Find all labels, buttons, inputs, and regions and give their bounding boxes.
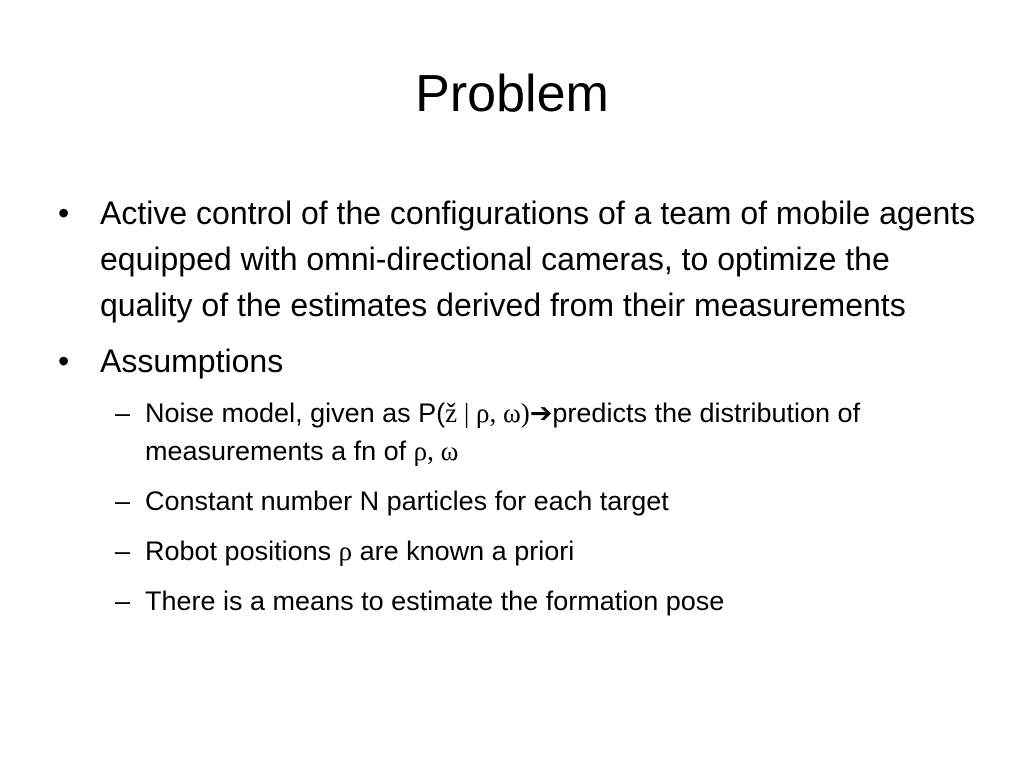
arrow-icon: ➔ xyxy=(529,398,553,428)
bullet-text: Assumptions xyxy=(100,343,284,379)
dash-marker: – xyxy=(115,586,131,616)
bullet-marker: • xyxy=(58,343,70,379)
subitem-text: Noise model, given as P( xyxy=(145,398,446,428)
bullet-active-control xyxy=(58,190,988,328)
subitem-text: There is a means to estimate the formation pose xyxy=(145,586,725,616)
assumptions-list xyxy=(58,394,988,620)
slide-title: Problem xyxy=(415,65,609,123)
math-symbols: ρ xyxy=(338,536,353,566)
subitem-text: Constant number N particles for each target xyxy=(145,486,669,516)
subitem-noise-model xyxy=(58,394,988,470)
bullet-marker: • xyxy=(58,195,70,231)
subitem-formation-pose xyxy=(58,582,988,620)
subitem-text: are known a priori xyxy=(352,536,575,566)
math-symbols: ρ, ω xyxy=(413,436,459,466)
subitem-particles xyxy=(58,482,988,520)
bullet-text: Active control of the configurations of a team of mobile agents equipped with omni-directional cameras, to optimize the quality of the estimates derived from their measurements xyxy=(100,195,976,323)
subitem-text: predicts the distribution of measurements a fn of xyxy=(145,398,861,466)
slide-body xyxy=(58,190,988,632)
dash-marker: – xyxy=(115,398,131,428)
subitem-text: Robot positions xyxy=(145,536,339,566)
bullet-assumptions xyxy=(58,338,988,384)
math-symbols: ž | ρ, ω) xyxy=(445,398,530,428)
subitem-robot-positions xyxy=(58,532,988,570)
dash-marker: – xyxy=(115,536,131,566)
dash-marker: – xyxy=(115,486,131,516)
